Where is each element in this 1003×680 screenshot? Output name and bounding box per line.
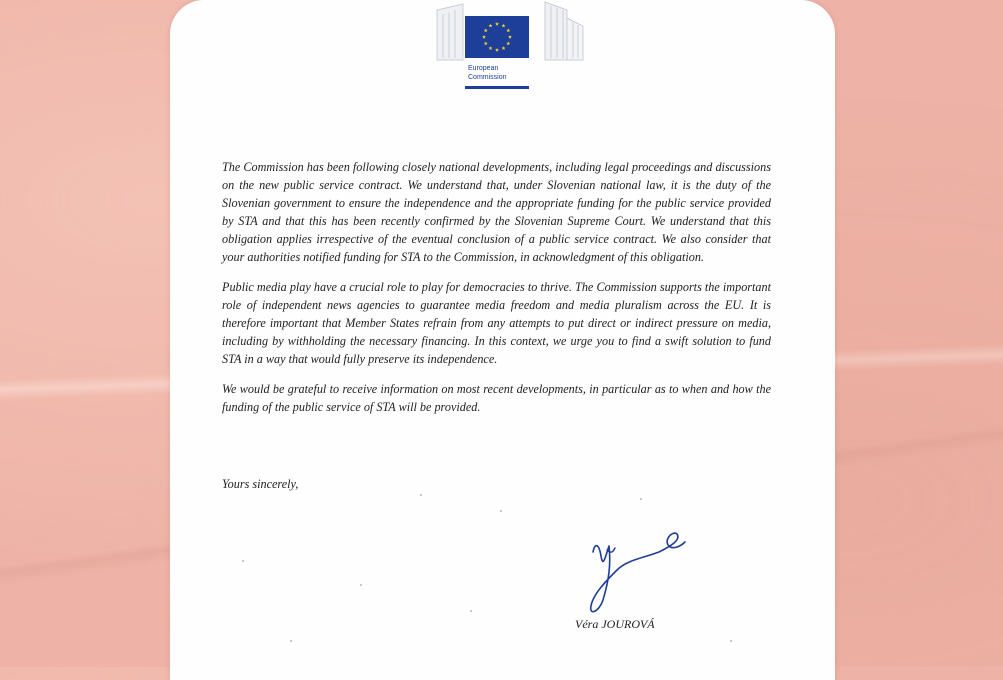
signatory-name: Véra JOUROVÁ — [575, 617, 655, 631]
letter-paper — [170, 0, 835, 680]
european-commission-logo — [435, 0, 585, 92]
logo-underline — [465, 86, 529, 89]
letter-body — [222, 158, 771, 428]
org-name-line2: Commission — [468, 74, 507, 81]
closing: Yours sincerely, — [222, 477, 299, 491]
paper-speck — [640, 498, 642, 500]
paper-speck — [730, 640, 732, 642]
handwritten-signature — [585, 528, 705, 623]
paragraph-1: The Commission has been following closely national developments, including legal proceedings and discussions on the new public service contract. We understand that, under Slovenian national law, it is the duty of the Slovenian government to ensure the independence and the appropriate funding for the public service provided by STA and that this has been recently confirmed by the Slovenian Supreme Court. We understand that this obligation applies irrespective of the eventual conclusion of a public service contract. We also consider that your authorities notified funding for STA to the Commission, in acknowledgment of this obligation. — [222, 160, 771, 264]
paper-speck — [470, 610, 472, 612]
paragraph-2: Public media play have a crucial role to play for democracies to thrive. The Commission supports the important role of independent news agencies to guarantee media freedom and media pluralism across the EU. It is therefore important that Member States refrain from any attempts to put direct or indirect pressure on media, including by withholding the necessary financing. In this context, we urge you to find a swift solution to fund STA in a way that would fully preserve its independence. — [222, 280, 771, 366]
paper-speck — [500, 510, 502, 512]
paper-speck — [290, 640, 292, 642]
paper-speck — [420, 494, 422, 496]
paragraph-3: We would be grateful to receive information on most recent developments, in particular as to when and how the funding of the public service of STA will be provided. — [222, 382, 771, 414]
paper-speck — [242, 560, 244, 562]
org-name-line1: European — [468, 65, 499, 72]
paper-speck — [360, 584, 362, 586]
